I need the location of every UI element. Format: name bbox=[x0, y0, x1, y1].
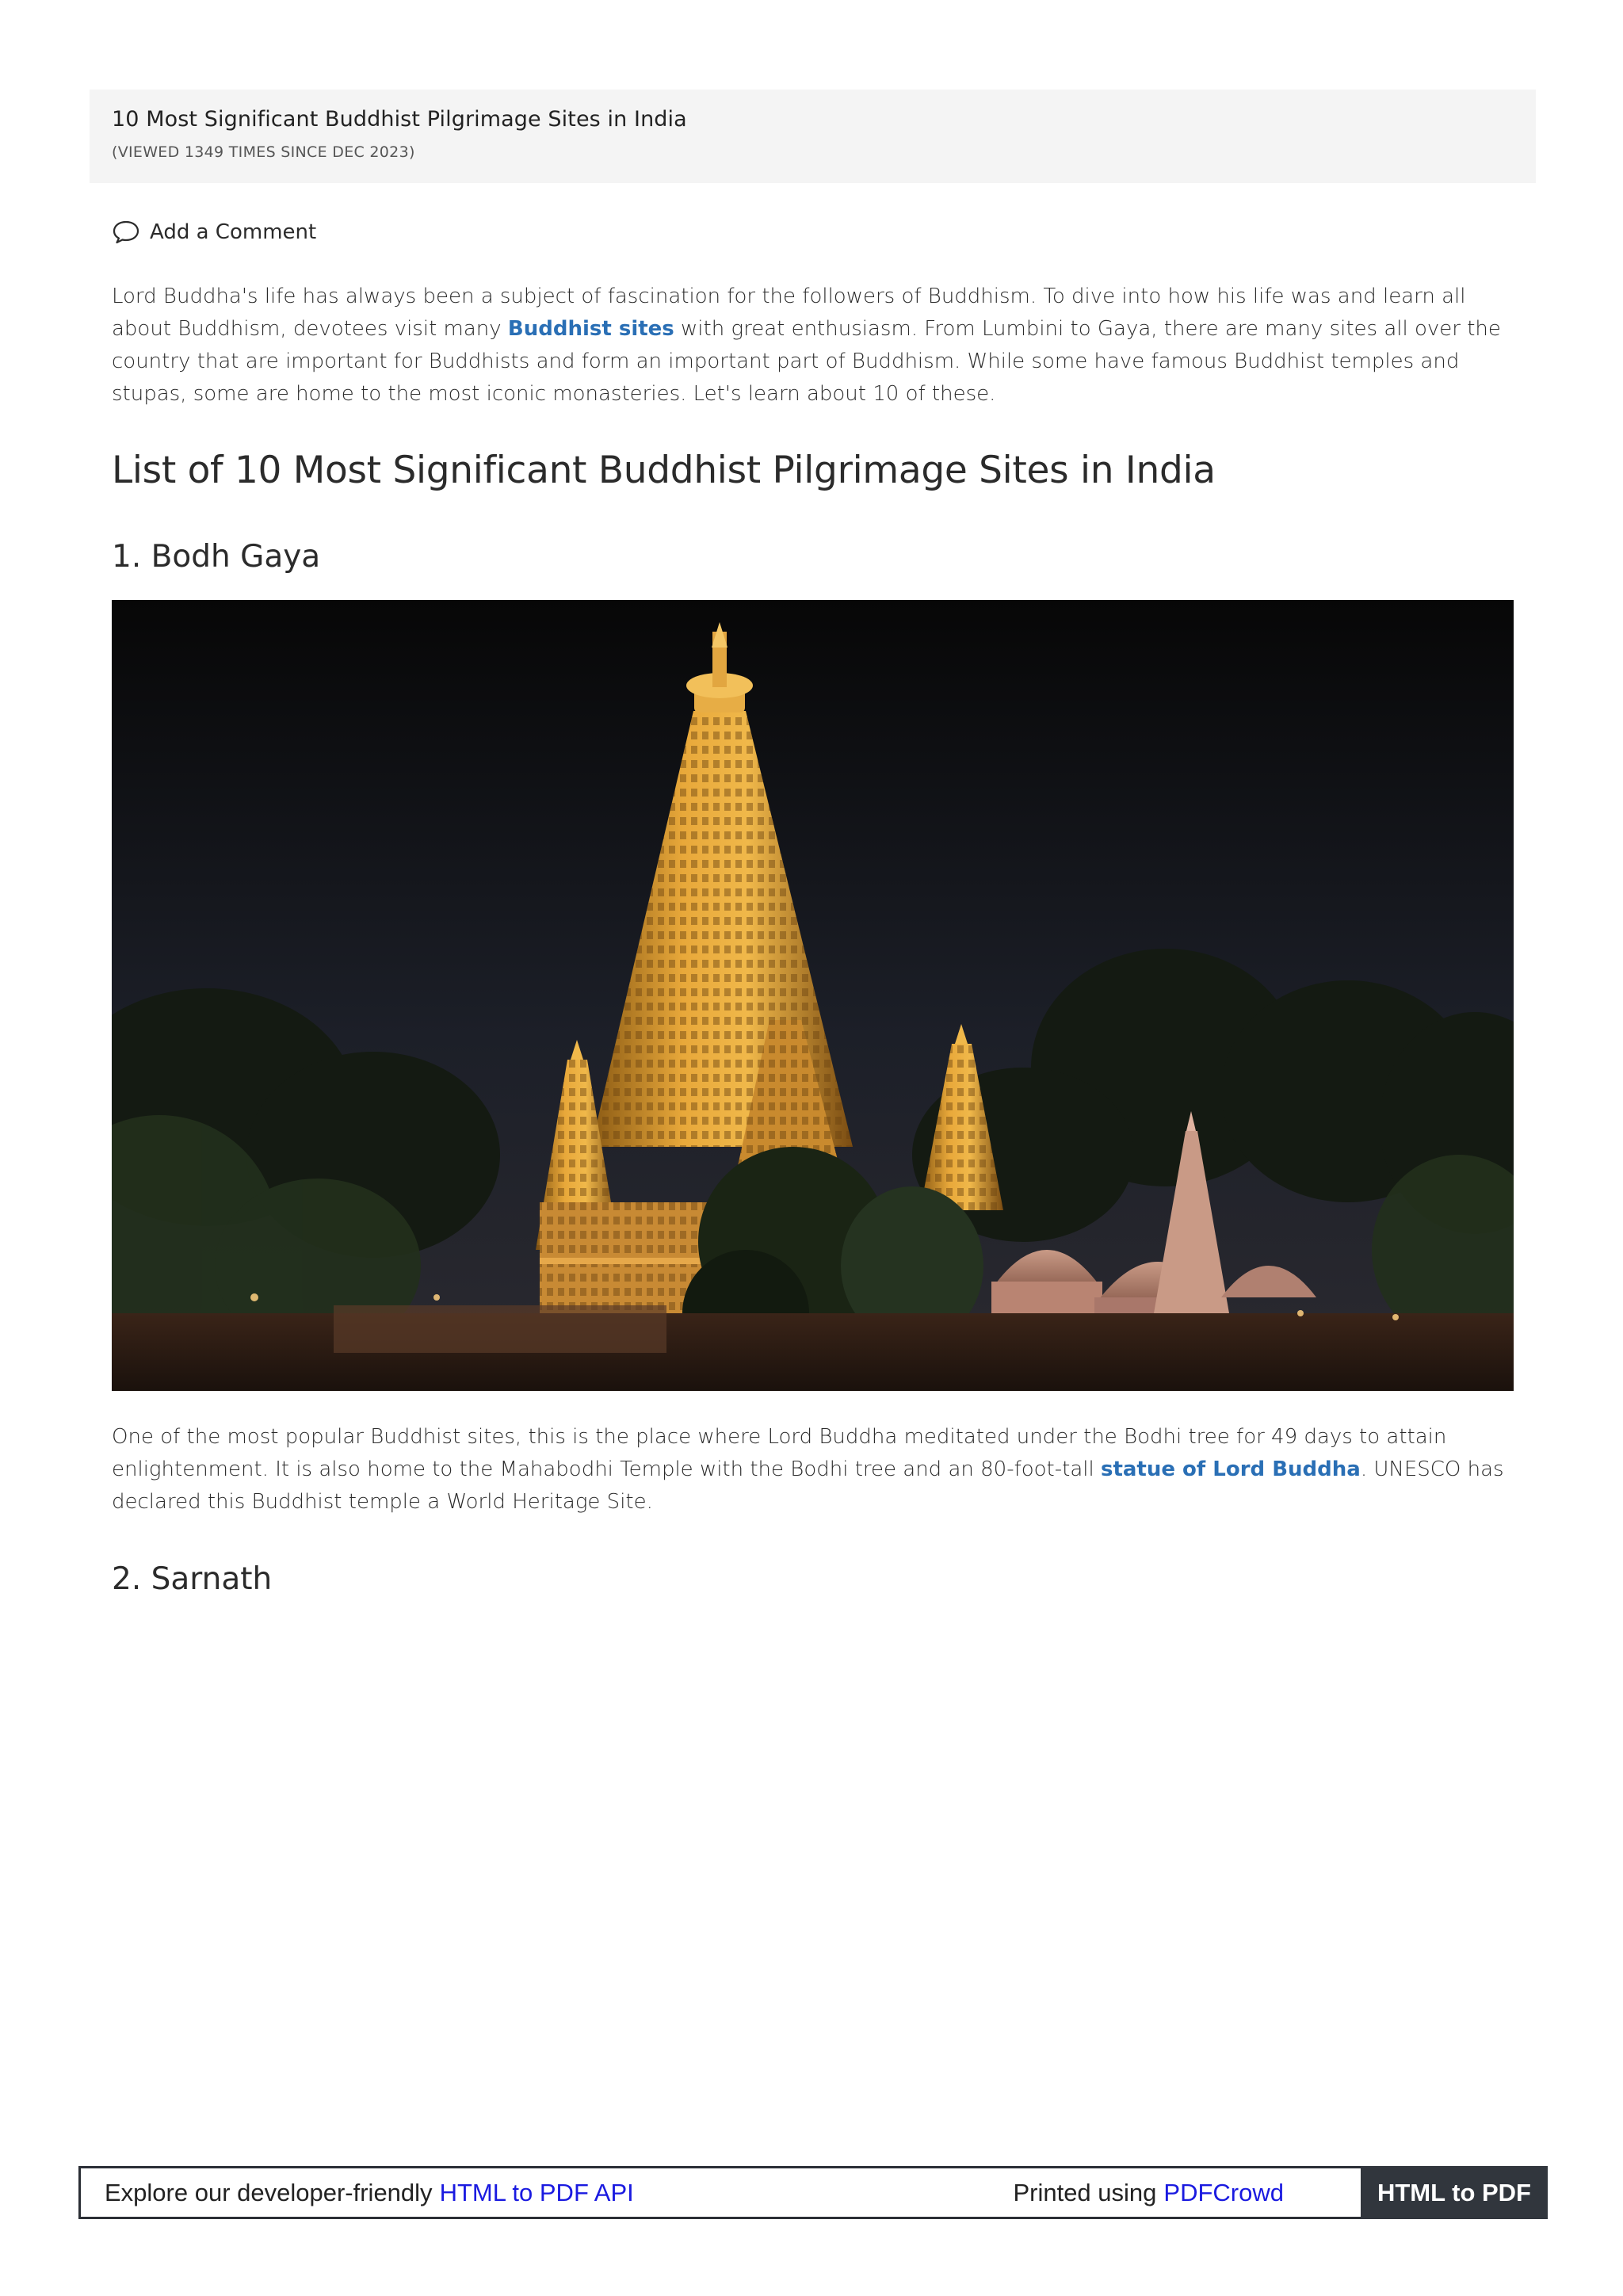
site-heading-sarnath: 2. Sarnath bbox=[112, 1561, 273, 1597]
page-title: 10 Most Significant Buddhist Pilgrimage Sites in India bbox=[112, 107, 687, 132]
html-to-pdf-api-link[interactable]: HTML to PDF API bbox=[439, 2178, 634, 2206]
footer-explore bbox=[105, 2168, 634, 2217]
add-comment-link[interactable] bbox=[112, 216, 316, 248]
footer-printed bbox=[1013, 2168, 1284, 2217]
footer-printed-text: Printed using bbox=[1013, 2178, 1157, 2206]
bodh-gaya-text-end: . UNESCO has declared this Buddhist temple a World Heritage Site. bbox=[112, 1457, 1504, 1514]
intro-text-start: Lord Buddha's life has always been a subject of fascination for the followers of Buddhism. To dive into how his life was and learn all about Buddhism, devotees visit many bbox=[112, 285, 1466, 341]
pdfcrowd-link[interactable]: PDFCrowd bbox=[1163, 2178, 1284, 2206]
view-count: (VIEWED 1349 TIMES SINCE DEC 2023) bbox=[112, 143, 415, 161]
title-box bbox=[90, 90, 1536, 183]
list-heading: List of 10 Most Significant Buddhist Pilgrimage Sites in India bbox=[112, 449, 1216, 492]
bodh-gaya-description bbox=[112, 1421, 1522, 1519]
bodh-gaya-text-start: One of the most popular Buddhist sites, this is the place where Lord Buddha meditated under the Bodhi tree for 49 days to attain enlightenment. It is also home to the Mahabodhi Temple with the Bodhi tree and an 80-foot-tall bbox=[112, 1425, 1447, 1481]
add-comment-label: Add a Comment bbox=[150, 220, 317, 244]
intro-paragraph bbox=[112, 281, 1522, 411]
intro-text-end: with great enthusiasm. From Lumbini to Gaya, there are many sites all over the country that are important for Buddhists and form an important part of Buddhism. While some have famous Buddhist temples and stupas, some are home to the most iconic monasteries. Let's learn about 10 of these. bbox=[112, 317, 1501, 406]
html-to-pdf-button[interactable]: HTML to PDF bbox=[1361, 2166, 1548, 2219]
pdfcrowd-footer bbox=[78, 2166, 1548, 2219]
statue-link[interactable]: statue of Lord Buddha bbox=[1100, 1457, 1361, 1481]
site-heading-bodh-gaya: 1. Bodh Gaya bbox=[112, 539, 321, 575]
speech-bubble-icon bbox=[112, 220, 140, 245]
footer-explore-text: Explore our developer-friendly bbox=[105, 2178, 433, 2206]
bodh-gaya-photo bbox=[112, 600, 1514, 1391]
buddhist-sites-link[interactable]: Buddhist sites bbox=[507, 317, 674, 341]
